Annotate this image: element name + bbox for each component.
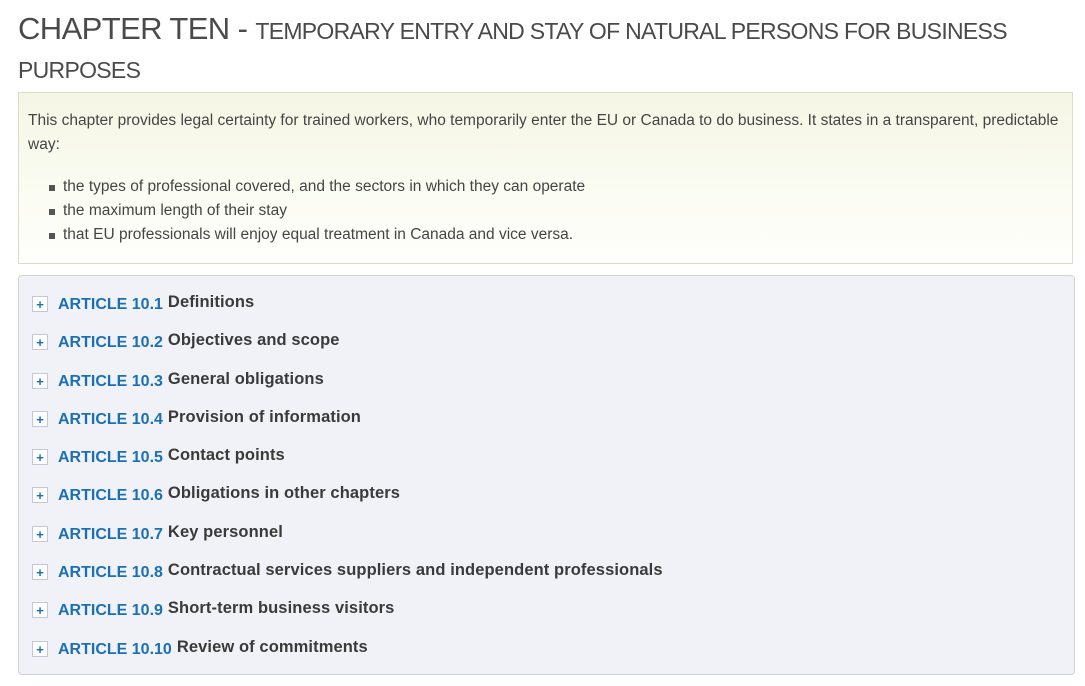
article-title[interactable]: Contact points	[167, 445, 285, 464]
summary-bullet-text: the types of professional covered, and the sectors in which they can operate	[63, 178, 586, 195]
chapter-label: CHAPTER TEN	[18, 11, 230, 46]
article-number[interactable]: ARTICLE 10.4	[58, 410, 163, 428]
article-row-10-9[interactable]	[32, 597, 394, 621]
expand-plus-icon[interactable]: +	[32, 564, 48, 580]
expand-plus-icon[interactable]: +	[32, 411, 48, 427]
article-title[interactable]: Review of commitments	[176, 637, 368, 656]
summary-bullet-item	[48, 223, 1062, 247]
expand-plus-icon[interactable]: +	[32, 487, 48, 503]
article-number[interactable]: ARTICLE 10.9	[58, 601, 163, 619]
article-number[interactable]: ARTICLE 10.5	[58, 448, 163, 466]
article-number[interactable]: ARTICLE 10.1	[58, 295, 163, 313]
article-row-10-3[interactable]	[32, 368, 324, 392]
article-title[interactable]: Key personnel	[167, 522, 283, 541]
article-title[interactable]: Short-term business visitors	[167, 598, 395, 617]
square-bullet-icon	[49, 233, 55, 239]
summary-bullet-item	[48, 175, 1062, 199]
expand-plus-icon[interactable]: +	[32, 602, 48, 618]
summary-bullet-text: the maximum length of their stay	[63, 202, 287, 219]
article-row-10-1[interactable]	[32, 291, 254, 315]
summary-bullet-list	[28, 175, 1062, 247]
summary-bullet-text: that EU professionals will enjoy equal treatment in Canada and vice versa.	[63, 226, 574, 243]
summary-bullet-item	[48, 199, 1062, 223]
expand-plus-icon[interactable]: +	[32, 526, 48, 542]
article-row-10-10[interactable]	[32, 636, 368, 660]
square-bullet-icon	[49, 209, 55, 215]
article-title[interactable]: General obligations	[167, 369, 324, 388]
expand-plus-icon[interactable]: +	[32, 296, 48, 312]
chapter-heading	[18, 0, 1075, 88]
article-title[interactable]: Objectives and scope	[167, 330, 340, 349]
articles-accordion	[18, 275, 1075, 675]
expand-plus-icon[interactable]: +	[32, 449, 48, 465]
article-number[interactable]: ARTICLE 10.10	[58, 640, 172, 658]
article-title[interactable]: Contractual services suppliers and independent professionals	[167, 560, 663, 579]
expand-plus-icon[interactable]: +	[32, 641, 48, 657]
square-bullet-icon	[49, 185, 55, 191]
article-title[interactable]: Provision of information	[167, 407, 361, 426]
chapter-summary-box	[18, 92, 1073, 264]
article-row-10-6[interactable]	[32, 482, 400, 506]
article-number[interactable]: ARTICLE 10.2	[58, 333, 163, 351]
chapter-page	[18, 0, 1075, 658]
chapter-subtitle: TEMPORARY ENTRY AND STAY OF NATURAL PERSONS FOR BUSINESS PURPOSES	[18, 18, 1007, 83]
article-title[interactable]: Definitions	[167, 292, 255, 311]
article-row-10-4[interactable]	[32, 406, 361, 430]
article-number[interactable]: ARTICLE 10.8	[58, 563, 163, 581]
article-number[interactable]: ARTICLE 10.7	[58, 525, 163, 543]
article-title[interactable]: Obligations in other chapters	[167, 483, 401, 502]
article-number[interactable]: ARTICLE 10.6	[58, 486, 163, 504]
article-row-10-2[interactable]	[32, 329, 340, 353]
article-row-10-8[interactable]	[32, 559, 663, 583]
article-row-10-7[interactable]	[32, 521, 283, 545]
expand-plus-icon[interactable]: +	[32, 373, 48, 389]
summary-intro: This chapter provides legal certainty for trained workers, who temporarily enter the EU or Canada to do business. It states in a transparent, predictable way:	[28, 112, 1059, 153]
chapter-separator: -	[229, 11, 256, 46]
article-number[interactable]: ARTICLE 10.3	[58, 372, 163, 390]
expand-plus-icon[interactable]: +	[32, 334, 48, 350]
article-row-10-5[interactable]	[32, 444, 285, 468]
